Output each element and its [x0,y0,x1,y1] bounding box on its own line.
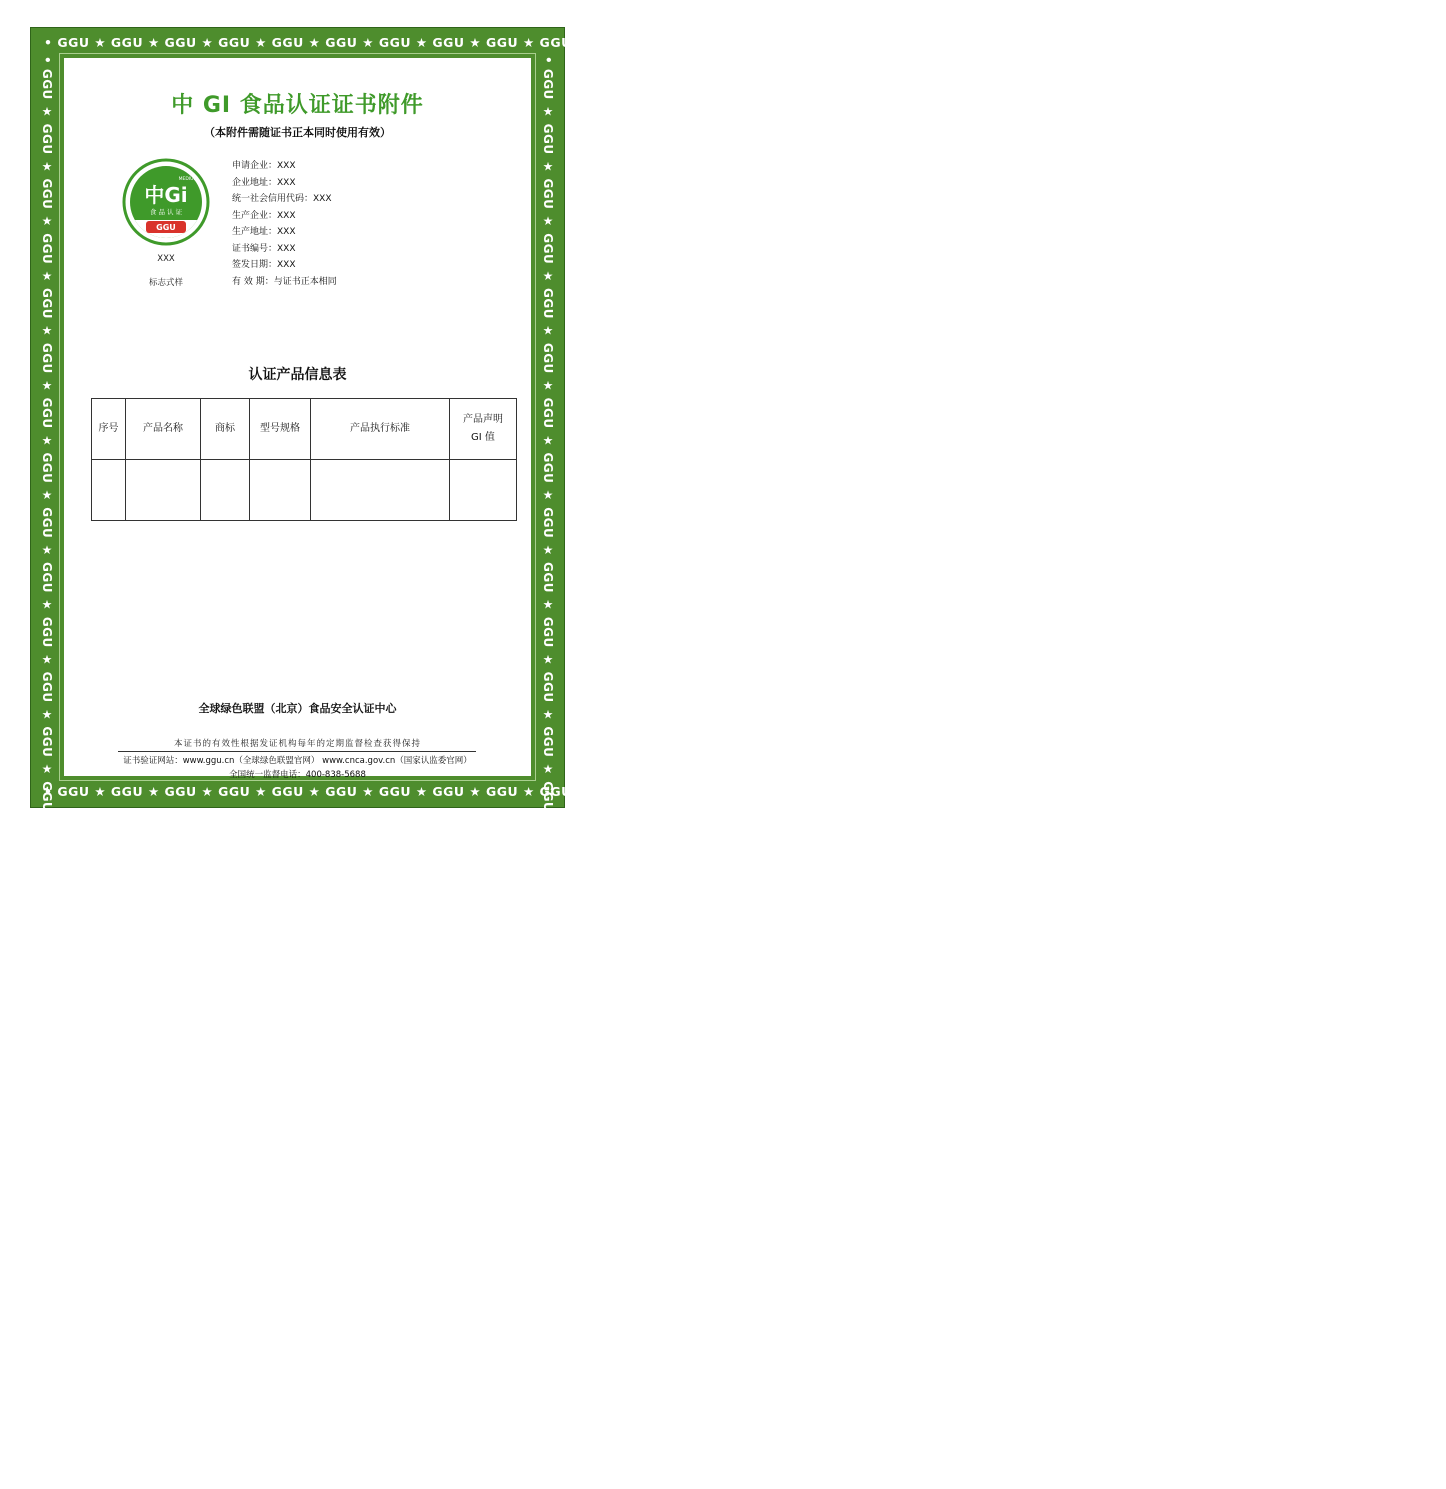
border-pattern-right [538,56,558,1489]
logo-main-text: 中Gi [144,183,188,207]
col-header-gi-value: 产品声明 GI 值 [450,399,517,460]
gi-certification-logo [122,158,210,246]
border-pattern-top: • GGU ★ GGU ★ GGU ★ GGU ★ GGU ★ GGU ★ GGU ★ GGU ★ GGU ★ GGU ★ GGU ★ GGU ★ GGU ★ GGU ★ GGU ★ GGU ★ GGU ★ GGU ★ GGU ★ GGU ★ GGU ★ GGU ★ GGU ★ GGU ★ GGU ★ GGU ★ [44,35,1446,50]
table-cell [92,460,126,521]
verification-websites: 证书验证网站：www.ggu.cn（全球绿色联盟官网） www.cnca.gov.cn（国家认监委官网） [123,756,472,766]
product-info-table [91,398,517,521]
supervision-hotline: 全国统一监督电话：400-838-5688 [229,770,366,780]
table-cell [201,460,250,521]
info-applicant: 申请企业：XXX [232,161,296,171]
col-header-standard: 产品执行标准 [311,399,450,460]
table-cell [311,460,450,521]
col-header-trademark: 商标 [201,399,250,460]
border-pattern-bottom: • GGU ★ GGU ★ GGU ★ GGU ★ GGU ★ GGU ★ GGU ★ GGU ★ GGU ★ GGU ★ GGU ★ GGU ★ GGU ★ GGU ★ GGU ★ GGU ★ GGU ★ GGU ★ GGU ★ GGU ★ GGU ★ GGU ★ GGU ★ GGU ★ GGU ★ GGU ★ [44,784,1446,799]
logo-cert-text: 食 品 认 证 [149,208,183,216]
certificate-info [232,158,337,290]
logo-brand: GGU [156,223,176,232]
info-credit-code: 统一社会信用代码：XXX [232,194,332,204]
info-validity: 有 效 期：与证书正本相同 [232,276,337,287]
table-cell [250,460,311,521]
validity-notice: 本证书的有效性根据发证机构每年的定期监督检查获得保持 [173,739,421,749]
table-header-row [92,399,517,460]
issuing-organization: 全球绿色联盟（北京）食品安全认证中心 [198,702,397,715]
border-pattern-right-text: • GGU ★ GGU ★ GGU ★ GGU ★ GGU ★ GGU ★ GGU ★ GGU ★ GGU ★ GGU ★ GGU ★ GGU ★ GGU ★ GGU ★ GGU ★ GGU ★ GGU ★ GGU ★ GGU ★ GGU ★ GGU ★ GGU ★ GGU ★ GGU ★ GGU ★ GGU ★ [541,56,555,1489]
table-cell [126,460,201,521]
border-pattern-left [37,56,57,1489]
info-issue-date: 签发日期：XXX [232,260,296,270]
col-header-product-name: 产品名称 [126,399,201,460]
info-company-address: 企业地址：XXX [232,177,296,188]
border-pattern-left-text: • GGU ★ GGU ★ GGU ★ GGU ★ GGU ★ GGU ★ GGU ★ GGU ★ GGU ★ GGU ★ GGU ★ GGU ★ GGU ★ GGU ★ GGU ★ GGU ★ GGU ★ GGU ★ GGU ★ GGU ★ GGU ★ GGU ★ GGU ★ GGU ★ GGU ★ GGU ★ [40,56,54,1489]
logo-sample-label: 标志式样 [148,278,183,288]
logo-caption: XXX [157,254,175,264]
table-cell [450,460,517,521]
document-subtitle: （本附件需随证书正本同时使用有效） [204,126,391,139]
logo-medium-label: MEDIUM [178,177,198,182]
footer-divider [118,751,476,752]
info-manufacturer: 生产企业：XXX [232,210,296,221]
info-certificate-number: 证书编号：XXX [232,243,296,254]
table-row [92,460,517,521]
col-header-serial: 序号 [92,399,126,460]
document-title: 中 GI 食品认证证书附件 [171,93,424,118]
col-header-model: 型号规格 [250,399,311,460]
product-table-title: 认证产品信息表 [248,367,347,383]
info-production-address: 生产地址：XXX [232,227,296,237]
